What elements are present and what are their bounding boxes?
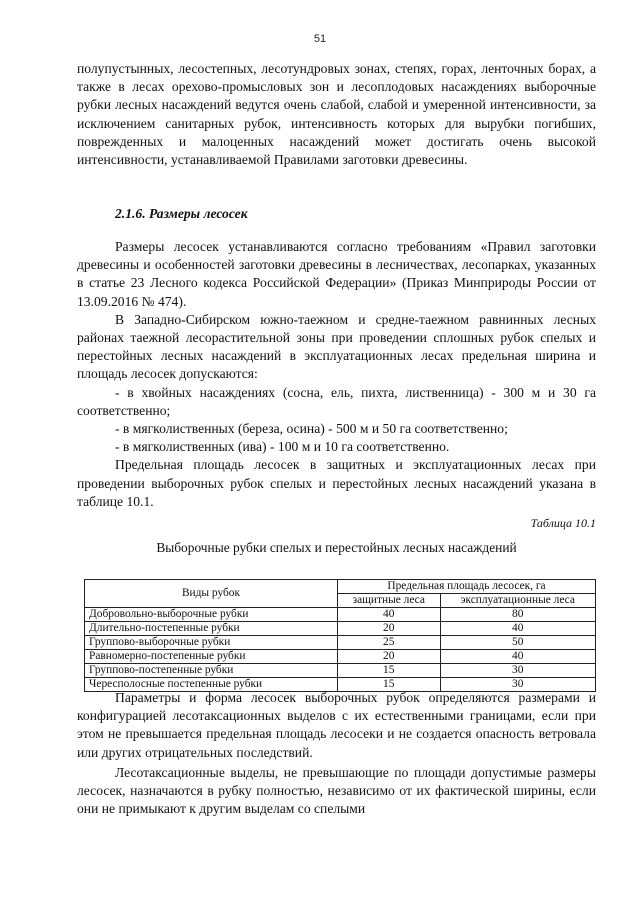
row-protective: 25 [338,636,441,650]
row-protective: 20 [338,650,441,664]
table-row [85,650,596,664]
column-header-exploitation: эксплуатационные леса [440,594,596,608]
table-row [85,622,596,636]
column-header-protective: защитные леса [338,594,441,608]
row-exploitation: 30 [440,678,596,692]
list-item-coniferous: - в хвойных насаждениях (сосна, ель, пихта, лиственница) - 300 м и 30 га соответственно; [77,384,596,418]
paragraph-allotments: Лесотаксационные выделы, не превышающие по площади допустимые размеры лесосек, назначаются в рубку полностью, независимо от их фактической ширины, если они не примыкают к другим выделам со спелыми [77,764,596,817]
table-caption: Таблица 10.1 [530,516,596,531]
row-name: Добровольно-выборочные рубки [85,608,338,622]
cutting-area-table [84,579,596,692]
row-exploitation: 40 [440,650,596,664]
row-protective: 15 [338,678,441,692]
row-exploitation: 30 [440,664,596,678]
table-title: Выборочные рубки спелых и перестойных лесных насаждений [156,540,517,556]
row-name: Группово-выборочные рубки [85,636,338,650]
paragraph-requirements: Размеры лесосек устанавливаются согласно требованиям «Правил заготовки древесины и особенностей заготовки древесины в лесничествах, лесопарках, указанных в статье 23 Лесного кодекса Российской Федерации» (Приказ Минприроды России от 13.09.2016 № 474). [77,239,596,309]
intro-paragraph: полупустынных, лесостепных, лесотундровых зонах, степях, горах, ленточных борах, а также в лесах орехово-промысловых зон и лесоплодовых насаждениях выборочные рубки лесных насаждений ведутся очень слабой, слабой и умеренной интенсивности, за исключением санитарных рубок, интенсивность которых для вырубки погибших, поврежденных и малоценных насаждений может достигать очень высокой интенсивности, устанавливаемой Правилами заготовки древесины. [77,61,596,168]
section-heading: 2.1.6. Размеры лесосек [115,206,248,221]
column-header-group: Предельная площадь лесосек, га [338,580,596,594]
closing-block [77,689,596,820]
row-protective: 15 [338,664,441,678]
row-protective: 20 [338,622,441,636]
paragraph-west-siberian: В Западно-Сибирском южно-таежном и средне-таежном равнинных лесных районах таежной лесорастительной зоны при проведении сплошных рубок спелых и перестойных лесных насаждений в эксплуатационных лесах предельная ширина и площадь лесосек допускаются: [77,311,596,382]
row-exploitation: 50 [440,636,596,650]
table-row [85,664,596,678]
list-item-birch-aspen: - в мягколиственных (береза, осина) - 500 м и 50 га соответственно; [115,421,508,437]
section-body [77,238,596,692]
column-header-type: Виды рубок [85,580,338,608]
row-name: Равномерно-постепенные рубки [85,650,338,664]
row-protective: 40 [338,608,441,622]
list-item-willow: - в мягколиственных (ива) - 100 м и 10 га соответственно. [115,439,450,455]
intro-block [77,60,596,169]
row-name: Длительно-постепенные рубки [85,622,338,636]
row-name: Группово-постепенные рубки [85,664,338,678]
table-row [85,636,596,650]
table-row [85,608,596,622]
paragraph-parameters: Параметры и форма лесосек выборочных рубок определяются размерами и конфигурацией лесотаксационных выделов с их естественными границами, если при этом не превышается предельная площадь лесосеки и не создается опасность ветровала или других отрицательных последствий. [77,690,596,760]
row-exploitation: 80 [440,608,596,622]
paragraph-table-ref: Предельная площадь лесосек в защитных и эксплуатационных лесах при проведении выборочных рубок спелых и перестойных лесных насаждений указана в таблице 10.1. [77,457,596,509]
row-exploitation: 40 [440,622,596,636]
page-number: 51 [313,33,327,45]
row-name: Чересполосные постепенные рубки [85,678,338,692]
